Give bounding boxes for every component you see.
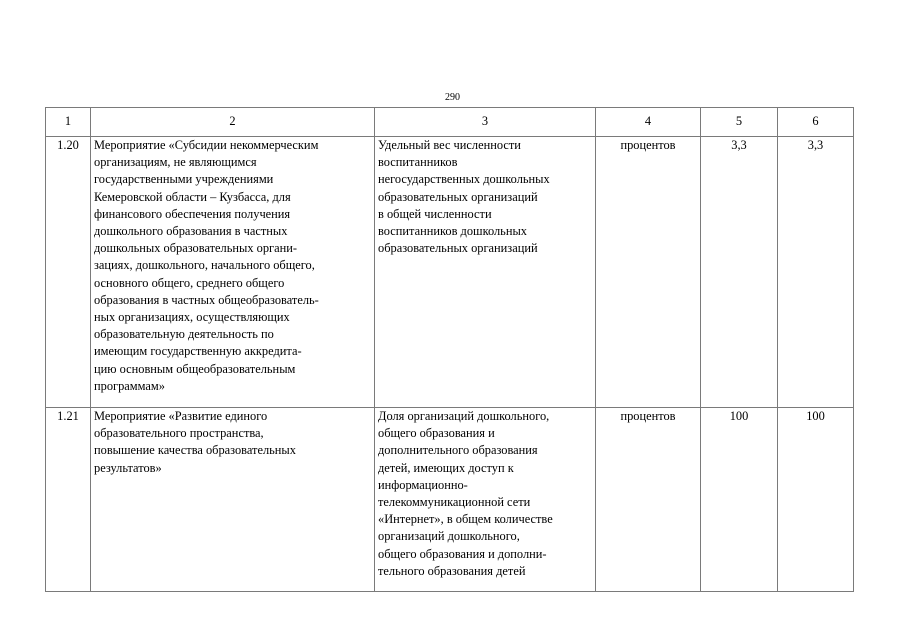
value-col6-cell: 100 <box>778 408 854 592</box>
event-line: государственными учреждениями <box>94 172 274 187</box>
indicator-line: «Интернет», в общем количестве <box>378 512 553 527</box>
event-line: финансового обеспечения получения <box>94 206 291 221</box>
indicator-line: воспитанников <box>378 155 458 170</box>
header-cell-2: 2 <box>91 108 375 137</box>
indicator-line: общего образования и дополни- <box>378 546 547 561</box>
value-col5-cell: 3,3 <box>701 137 778 408</box>
indicator-line: общего образования и <box>378 426 495 441</box>
event-line: образовательную деятельность по <box>94 327 274 342</box>
indicator-line: организаций дошкольного, <box>378 529 520 544</box>
row-number: 1.20 <box>46 137 91 408</box>
indicator-line: детей, имеющих доступ к <box>378 460 514 475</box>
event-line: цию основным общеобразовательным <box>94 361 296 376</box>
event-line: повышение качества образовательных <box>94 443 296 458</box>
event-line: образования в частных общеобразователь- <box>94 292 319 307</box>
header-cell-5: 5 <box>701 108 778 137</box>
indicator-line: образовательных организаций <box>378 241 538 256</box>
event-line: дошкольного образования в частных <box>94 224 288 239</box>
event-line: результатов» <box>94 460 162 475</box>
indicator-line: воспитанников дошкольных <box>378 224 527 239</box>
indicator-line: информационно- <box>378 477 468 492</box>
event-line: Мероприятие «Развитие единого <box>94 409 268 423</box>
table-row <box>46 408 854 592</box>
event-line: имеющим государственную аккредита- <box>94 344 302 359</box>
event-name-cell <box>91 408 375 592</box>
event-line: основного общего, среднего общего <box>94 275 285 290</box>
event-name-cell <box>91 137 375 408</box>
event-line: дошкольных образовательных органи- <box>94 241 297 256</box>
unit-cell: процентов <box>596 408 701 592</box>
event-line: Кемеровской области – Кузбасса, для <box>94 189 291 204</box>
event-line: организациям, не являющимся <box>94 155 257 170</box>
header-cell-3: 3 <box>375 108 596 137</box>
header-cell-1: 1 <box>46 108 91 137</box>
event-line: ных организациях, осуществляющих <box>94 310 290 325</box>
indicator-line: в общей численности <box>378 206 492 221</box>
indicator-line: Доля организаций дошкольного, <box>378 409 550 423</box>
event-line: образовательного пространства, <box>94 426 264 441</box>
row-number: 1.21 <box>46 408 91 592</box>
header-cell-4: 4 <box>596 108 701 137</box>
indicators-table <box>45 107 854 592</box>
indicator-line: тельного образования детей <box>378 563 526 578</box>
indicator-line: дополнительного образования <box>378 443 538 458</box>
indicator-cell <box>375 137 596 408</box>
indicator-line: образовательных организаций <box>378 189 538 204</box>
indicator-cell <box>375 408 596 592</box>
value-col5-cell: 100 <box>701 408 778 592</box>
event-line: программам» <box>94 378 165 393</box>
unit-cell: процентов <box>596 137 701 408</box>
indicator-line: телекоммуникационной сети <box>378 495 531 510</box>
indicator-line: Удельный вес численности <box>378 138 521 152</box>
value-col6-cell: 3,3 <box>778 137 854 408</box>
table-row <box>46 137 854 408</box>
event-line: Мероприятие «Субсидии некоммерческим <box>94 138 319 152</box>
indicator-line: негосударственных дошкольных <box>378 172 550 187</box>
page-number: 290 <box>445 92 460 103</box>
table-header-row <box>46 108 854 137</box>
header-cell-6: 6 <box>778 108 854 137</box>
event-line: зациях, дошкольного, начального общего, <box>94 258 315 273</box>
